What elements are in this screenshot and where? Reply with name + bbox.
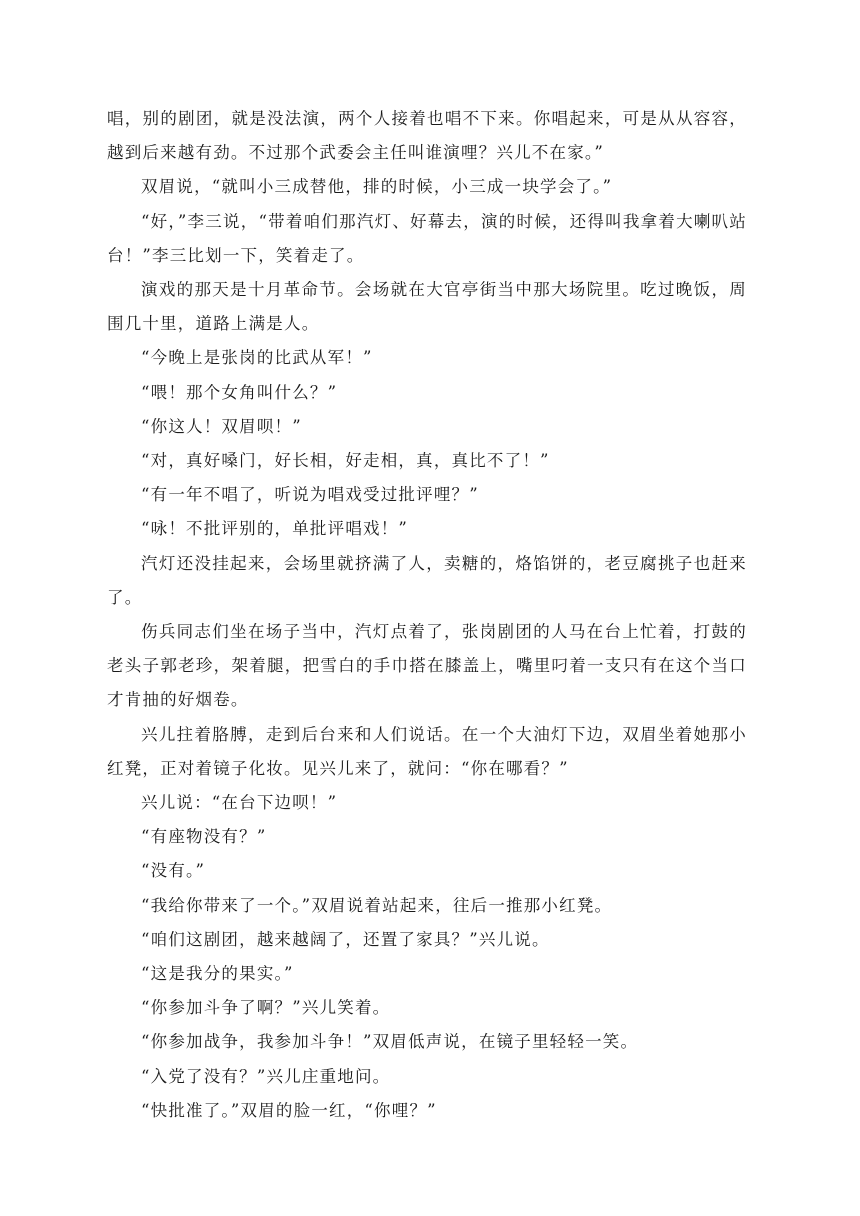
paragraph-12: 伤兵同志们坐在场子当中，汽灯点着了，张岗剧团的人马在台上忙着，打鼓的老头子郭老珍，架着腿，把雪白的手巾搭在膝盖上，嘴里叼着一支只有在这个当口才肯抽的好烟卷。 — [107, 622, 747, 710]
paragraph-2: 双眉说，“就叫小三成替他，排的时候，小三成一块学会了。” — [141, 177, 613, 197]
paragraph-8: “对，真好嗓门，好长相，好走相，真，真比不了！” — [141, 451, 550, 471]
paragraph-11: 汽灯还没挂起来，会场里就挤满了人，卖糖的，烙馅饼的，老豆腐挑子也赶来了。 — [107, 553, 747, 607]
paragraph-10: “咏！不批评别的，单批评唱戏！” — [141, 519, 409, 539]
paragraph-22: “入党了没有？”兴儿庄重地问。 — [141, 1066, 391, 1086]
paragraph-6: “喂！那个女角叫什么？” — [141, 382, 338, 402]
document-page — [107, 102, 747, 1128]
paragraph-15: “有座物没有？” — [141, 827, 267, 847]
paragraph-3: “好，”李三说，“带着咱们那汽灯、好幕去，演的时候，还得叫我拿着大喇叭站台！”李三比划一下，笑着走了。 — [107, 211, 747, 265]
paragraph-21: “你参加战争，我参加斗争！”双眉低声说，在镜子里轻轻一笑。 — [141, 1032, 639, 1052]
paragraph-23: “快批准了。”双眉的脸一红，“你哩？” — [141, 1100, 437, 1120]
paragraph-20: “你参加斗争了啊？”兴儿笑着。 — [141, 998, 391, 1018]
paragraph-14: 兴儿说：“在台下边呗！” — [141, 793, 338, 813]
paragraph-19: “这是我分的果实。” — [141, 964, 294, 984]
paragraph-1: 唱，别的剧团，就是没法演，两个人接着也唱不下来。你唱起来，可是从从容容，越到后来越有劲。不过那个武委会主任叫谁演哩？兴儿不在家。” — [107, 109, 747, 163]
paragraph-9: “有一年不唱了，听说为唱戏受过批评哩？” — [141, 485, 479, 505]
paragraph-17: “我给你带来了一个。”双眉说着站起来，往后一推那小红凳。 — [141, 895, 613, 915]
paragraph-16: “没有。” — [141, 861, 206, 881]
paragraph-5: “今晚上是张岗的比武从军！” — [141, 348, 373, 368]
paragraph-13: 兴儿拄着胳膊，走到后台来和人们说话。在一个大油灯下边，双眉坐着她那小红凳，正对着镜子化妆。见兴儿来了，就问：“你在哪看？” — [107, 724, 747, 778]
paragraph-4: 演戏的那天是十月革命节。会场就在大官亭街当中那大场院里。吃过晚饭，周围几十里，道路上满是人。 — [107, 280, 747, 334]
paragraph-18: “咱们这剧团，越来越阔了，还置了家具？”兴儿说。 — [141, 929, 550, 949]
paragraph-7: “你这人！双眉呗！” — [141, 416, 302, 436]
